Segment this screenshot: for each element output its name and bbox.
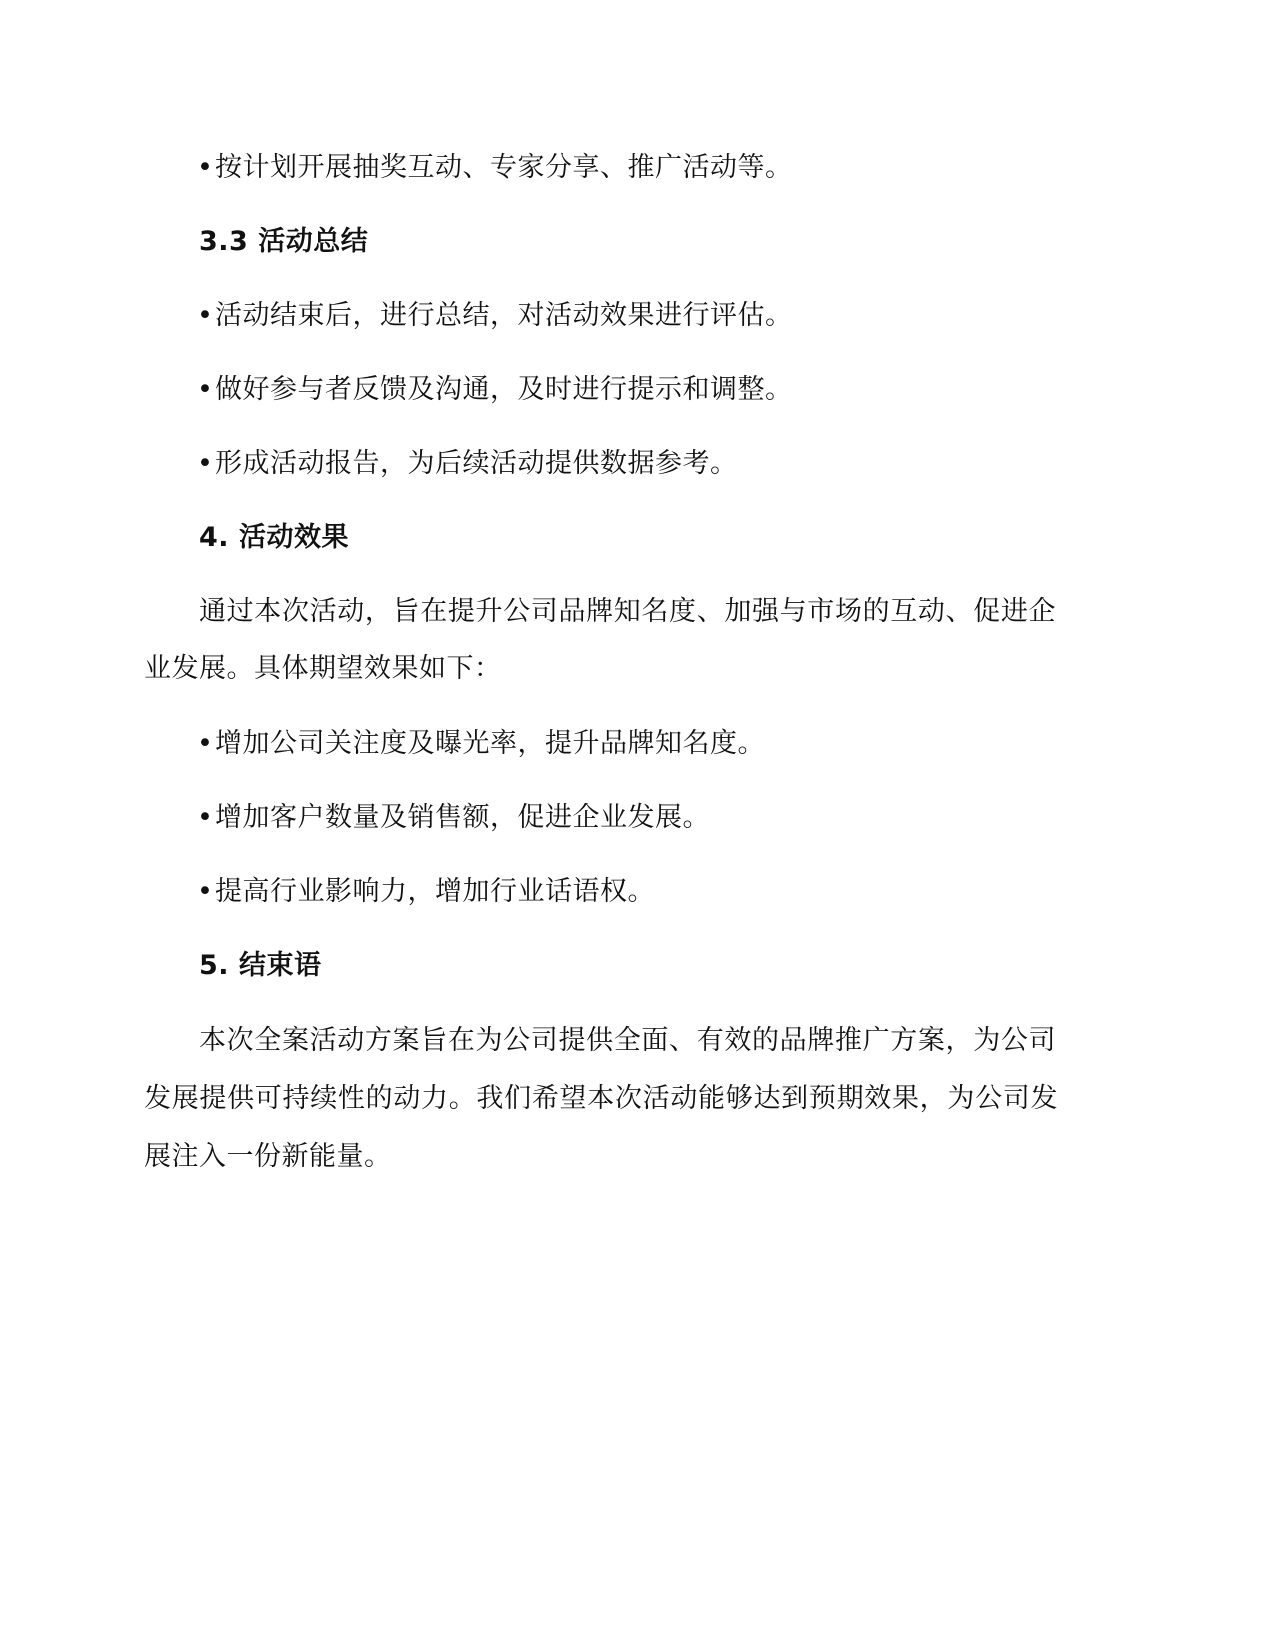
list-item xyxy=(197,298,793,334)
bullet-icon: • xyxy=(197,876,214,907)
section-heading-5: 5. 结束语 xyxy=(199,950,322,981)
bullet-icon: • xyxy=(197,802,214,833)
list-item xyxy=(197,874,655,910)
list-item xyxy=(197,372,793,408)
list-item-text: 做好参与者反馈及沟通，及时进行提示和调整。 xyxy=(215,374,793,405)
list-item-text: 按计划开展抽奖互动、专家分享、推广活动等。 xyxy=(215,152,793,183)
list-item-text: 形成活动报告，为后续活动提供数据参考。 xyxy=(215,448,738,479)
list-item xyxy=(197,446,738,482)
bullet-icon: • xyxy=(197,152,214,183)
list-item xyxy=(197,726,765,762)
paragraph-line: 业发展。具体期望效果如下： xyxy=(144,653,502,684)
list-item-text: 提高行业影响力，增加行业话语权。 xyxy=(215,876,655,907)
list-item-text: 增加公司关注度及曝光率，提升品牌知名度。 xyxy=(215,728,765,759)
section-heading-4: 4. 活动效果 xyxy=(199,522,349,553)
list-item-text: 增加客户数量及销售额，促进企业发展。 xyxy=(215,802,710,833)
paragraph-line: 发展提供可持续性的动力。我们希望本次活动能够达到预期效果，为公司发 xyxy=(144,1083,1058,1114)
list-item xyxy=(197,800,710,836)
bullet-icon: • xyxy=(197,448,214,479)
list-item xyxy=(197,150,793,186)
section-heading-3-3: 3.3 活动总结 xyxy=(199,226,369,257)
paragraph-line: 通过本次活动，旨在提升公司品牌知名度、加强与市场的互动、促进企 xyxy=(199,596,1056,627)
bullet-icon: • xyxy=(197,300,214,331)
list-item-text: 活动结束后，进行总结，对活动效果进行评估。 xyxy=(215,300,793,331)
bullet-icon: • xyxy=(197,728,214,759)
paragraph-line: 展注入一份新能量。 xyxy=(144,1141,392,1172)
paragraph-line: 本次全案活动方案旨在为公司提供全面、有效的品牌推广方案，为公司 xyxy=(199,1025,1056,1056)
bullet-icon: • xyxy=(197,374,214,405)
